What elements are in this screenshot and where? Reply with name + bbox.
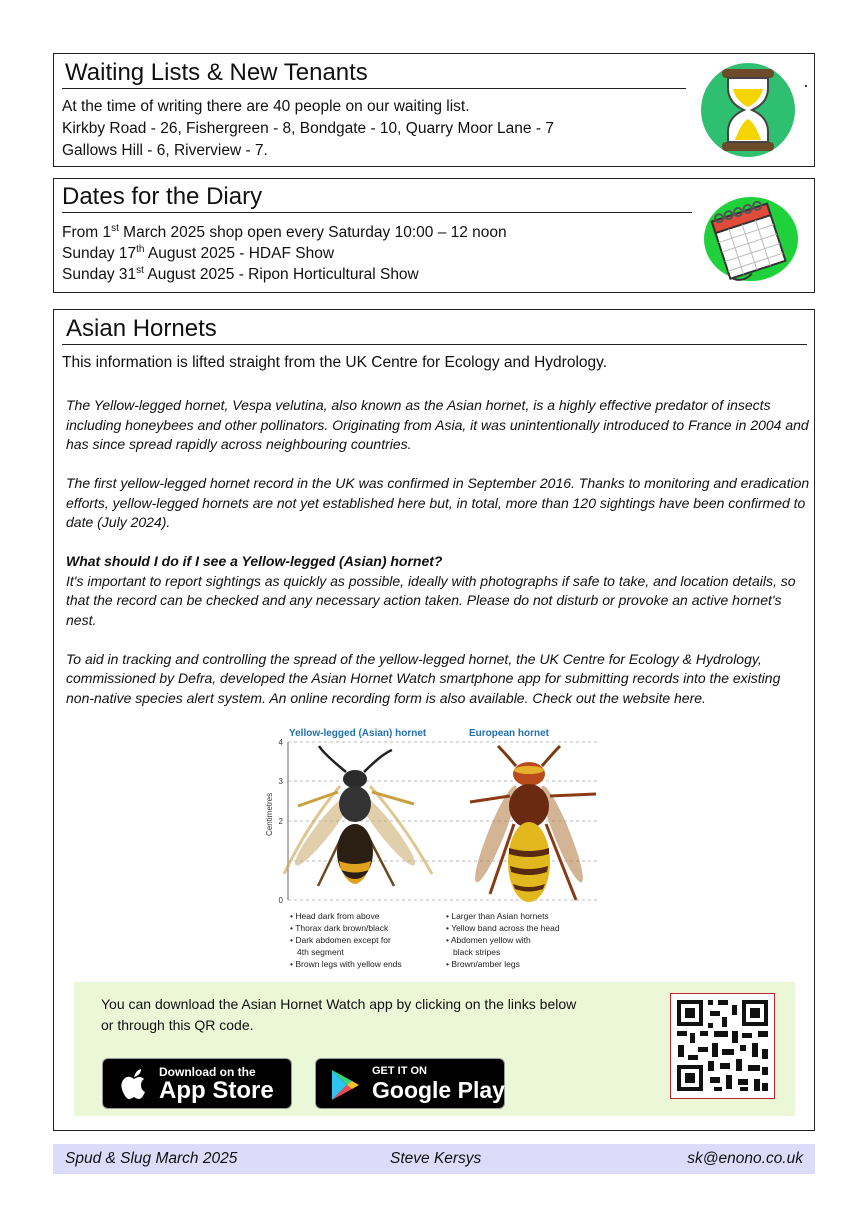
hornet-comparison-figure — [264, 724, 604, 972]
qr-code[interactable] — [670, 993, 775, 1099]
hornets-para-3: It's important to report sightings as quickly as possible, ideally with photographs if safe to take, and location details, so that the record can be checked and any necessary action taken. Please do not disturb or provoke an active hornet's nest. — [66, 572, 796, 628]
app-store-button[interactable] — [102, 1058, 292, 1109]
title-rule — [62, 88, 686, 89]
figure-note: 4th segment — [297, 947, 344, 957]
hourglass-icon — [697, 61, 799, 159]
figure-note: • Brown legs with yellow ends — [290, 959, 402, 969]
hornets-para-2: The first yellow-legged hornet record in the UK was confirmed in September 2016. Thanks to monitoring and eradication efforts, yellow-legged hornets are not yet established here but, in total, more than 120 sightings have been confirmed to date (July 2024). — [66, 475, 810, 530]
page-footer — [53, 1144, 815, 1174]
hornets-para-1: The Yellow-legged hornet, Vespa velutina, also known as the Asian hornet, is a highly effective predator of insects including honeybees and other pollinators. Originating from Asia, it was unintentionally introduced to France in 2004 and has since spread rapidly across neighbouring countries. — [66, 397, 809, 452]
title-rule — [62, 344, 807, 345]
tick-label: 2 — [278, 817, 283, 826]
hornets-body — [66, 396, 811, 728]
figure-note: • Yellow band across the head — [446, 923, 560, 933]
figure-note: • Abdomen yellow with — [446, 935, 531, 945]
waiting-line-3: Gallows Hill - 6, Riverview - 7. — [62, 142, 268, 159]
website-link[interactable]: here — [674, 689, 703, 706]
title-rule — [62, 212, 692, 213]
hornets-para-4: To aid in tracking and controlling the spread of the yellow-legged hornet, the UK Centre for Ecology & Hydrology, commissioned by Defra, developed the Asian Hornet Watch smartphone app for submitting records into the existing non-native species alert system. An online recording form is also available. Check out the website here. — [66, 650, 781, 706]
footer-publication: Spud & Slug March 2025 — [65, 1150, 238, 1167]
app-store-big-label: App Store — [159, 1077, 274, 1104]
figure-left-title: Yellow-legged (Asian) hornet — [289, 728, 427, 739]
app-store-small-label: Download on the — [159, 1065, 256, 1079]
footer-email: sk@enono.co.uk — [687, 1150, 803, 1167]
hornets-title: Asian Hornets — [66, 315, 217, 342]
tick-label: 0 — [278, 896, 283, 905]
google-play-icon — [330, 1069, 360, 1101]
dot-mark — [805, 85, 807, 87]
diary-item: Sunday 31st August 2025 - Ripon Horticultural Show — [62, 265, 419, 284]
tick-label: 4 — [278, 738, 283, 747]
waiting-list-title: Waiting Lists & New Tenants — [65, 59, 368, 86]
hornets-question: What should I do if I see a Yellow-legged (Asian) hornet? — [66, 553, 443, 569]
tick-label: 3 — [278, 777, 283, 786]
download-text-1: You can download the Asian Hornet Watch app by clicking on the links below — [101, 996, 577, 1012]
calendar-icon — [699, 189, 799, 285]
figure-note: • Head dark from above — [290, 911, 380, 921]
download-text-2: or through this QR code. — [101, 1017, 254, 1033]
waiting-line-2: Kirkby Road - 26, Fishergreen - 8, Bondgate - 10, Quarry Moor Lane - 7 — [62, 120, 554, 137]
european-hornet-illustration — [469, 746, 596, 902]
diary-title: Dates for the Diary — [62, 183, 263, 210]
asian-hornet-illustration — [284, 746, 432, 886]
google-play-small-label: GET IT ON — [372, 1065, 427, 1077]
figure-note: • Dark abdomen except for — [290, 935, 391, 945]
google-play-button[interactable] — [315, 1058, 505, 1109]
apple-icon — [119, 1068, 149, 1100]
asian-hornets-section — [53, 309, 815, 1131]
axis-label: Centimetres — [265, 792, 274, 836]
diary-item: Sunday 17th August 2025 - HDAF Show — [62, 244, 335, 263]
waiting-list-section — [53, 53, 815, 167]
google-play-big-label: Google Play — [372, 1077, 505, 1103]
diary-section — [53, 178, 815, 293]
footer-author: Steve Kersys — [390, 1150, 482, 1167]
figure-note: • Thorax dark brown/black — [290, 923, 389, 933]
figure-right-title: European hornet — [469, 728, 550, 739]
diary-item: From 1st March 2025 shop open every Saturday 10:00 – 12 noon — [62, 223, 507, 242]
hornets-intro: This information is lifted straight from the UK Centre for Ecology and Hydrology. — [62, 354, 608, 371]
waiting-line-1: At the time of writing there are 40 people on our waiting list. — [62, 98, 470, 115]
figure-note: • Larger than Asian hornets — [446, 911, 549, 921]
figure-note: black stripes — [453, 947, 501, 957]
app-download-panel — [74, 982, 795, 1116]
figure-note: • Brown/amber legs — [446, 959, 520, 969]
